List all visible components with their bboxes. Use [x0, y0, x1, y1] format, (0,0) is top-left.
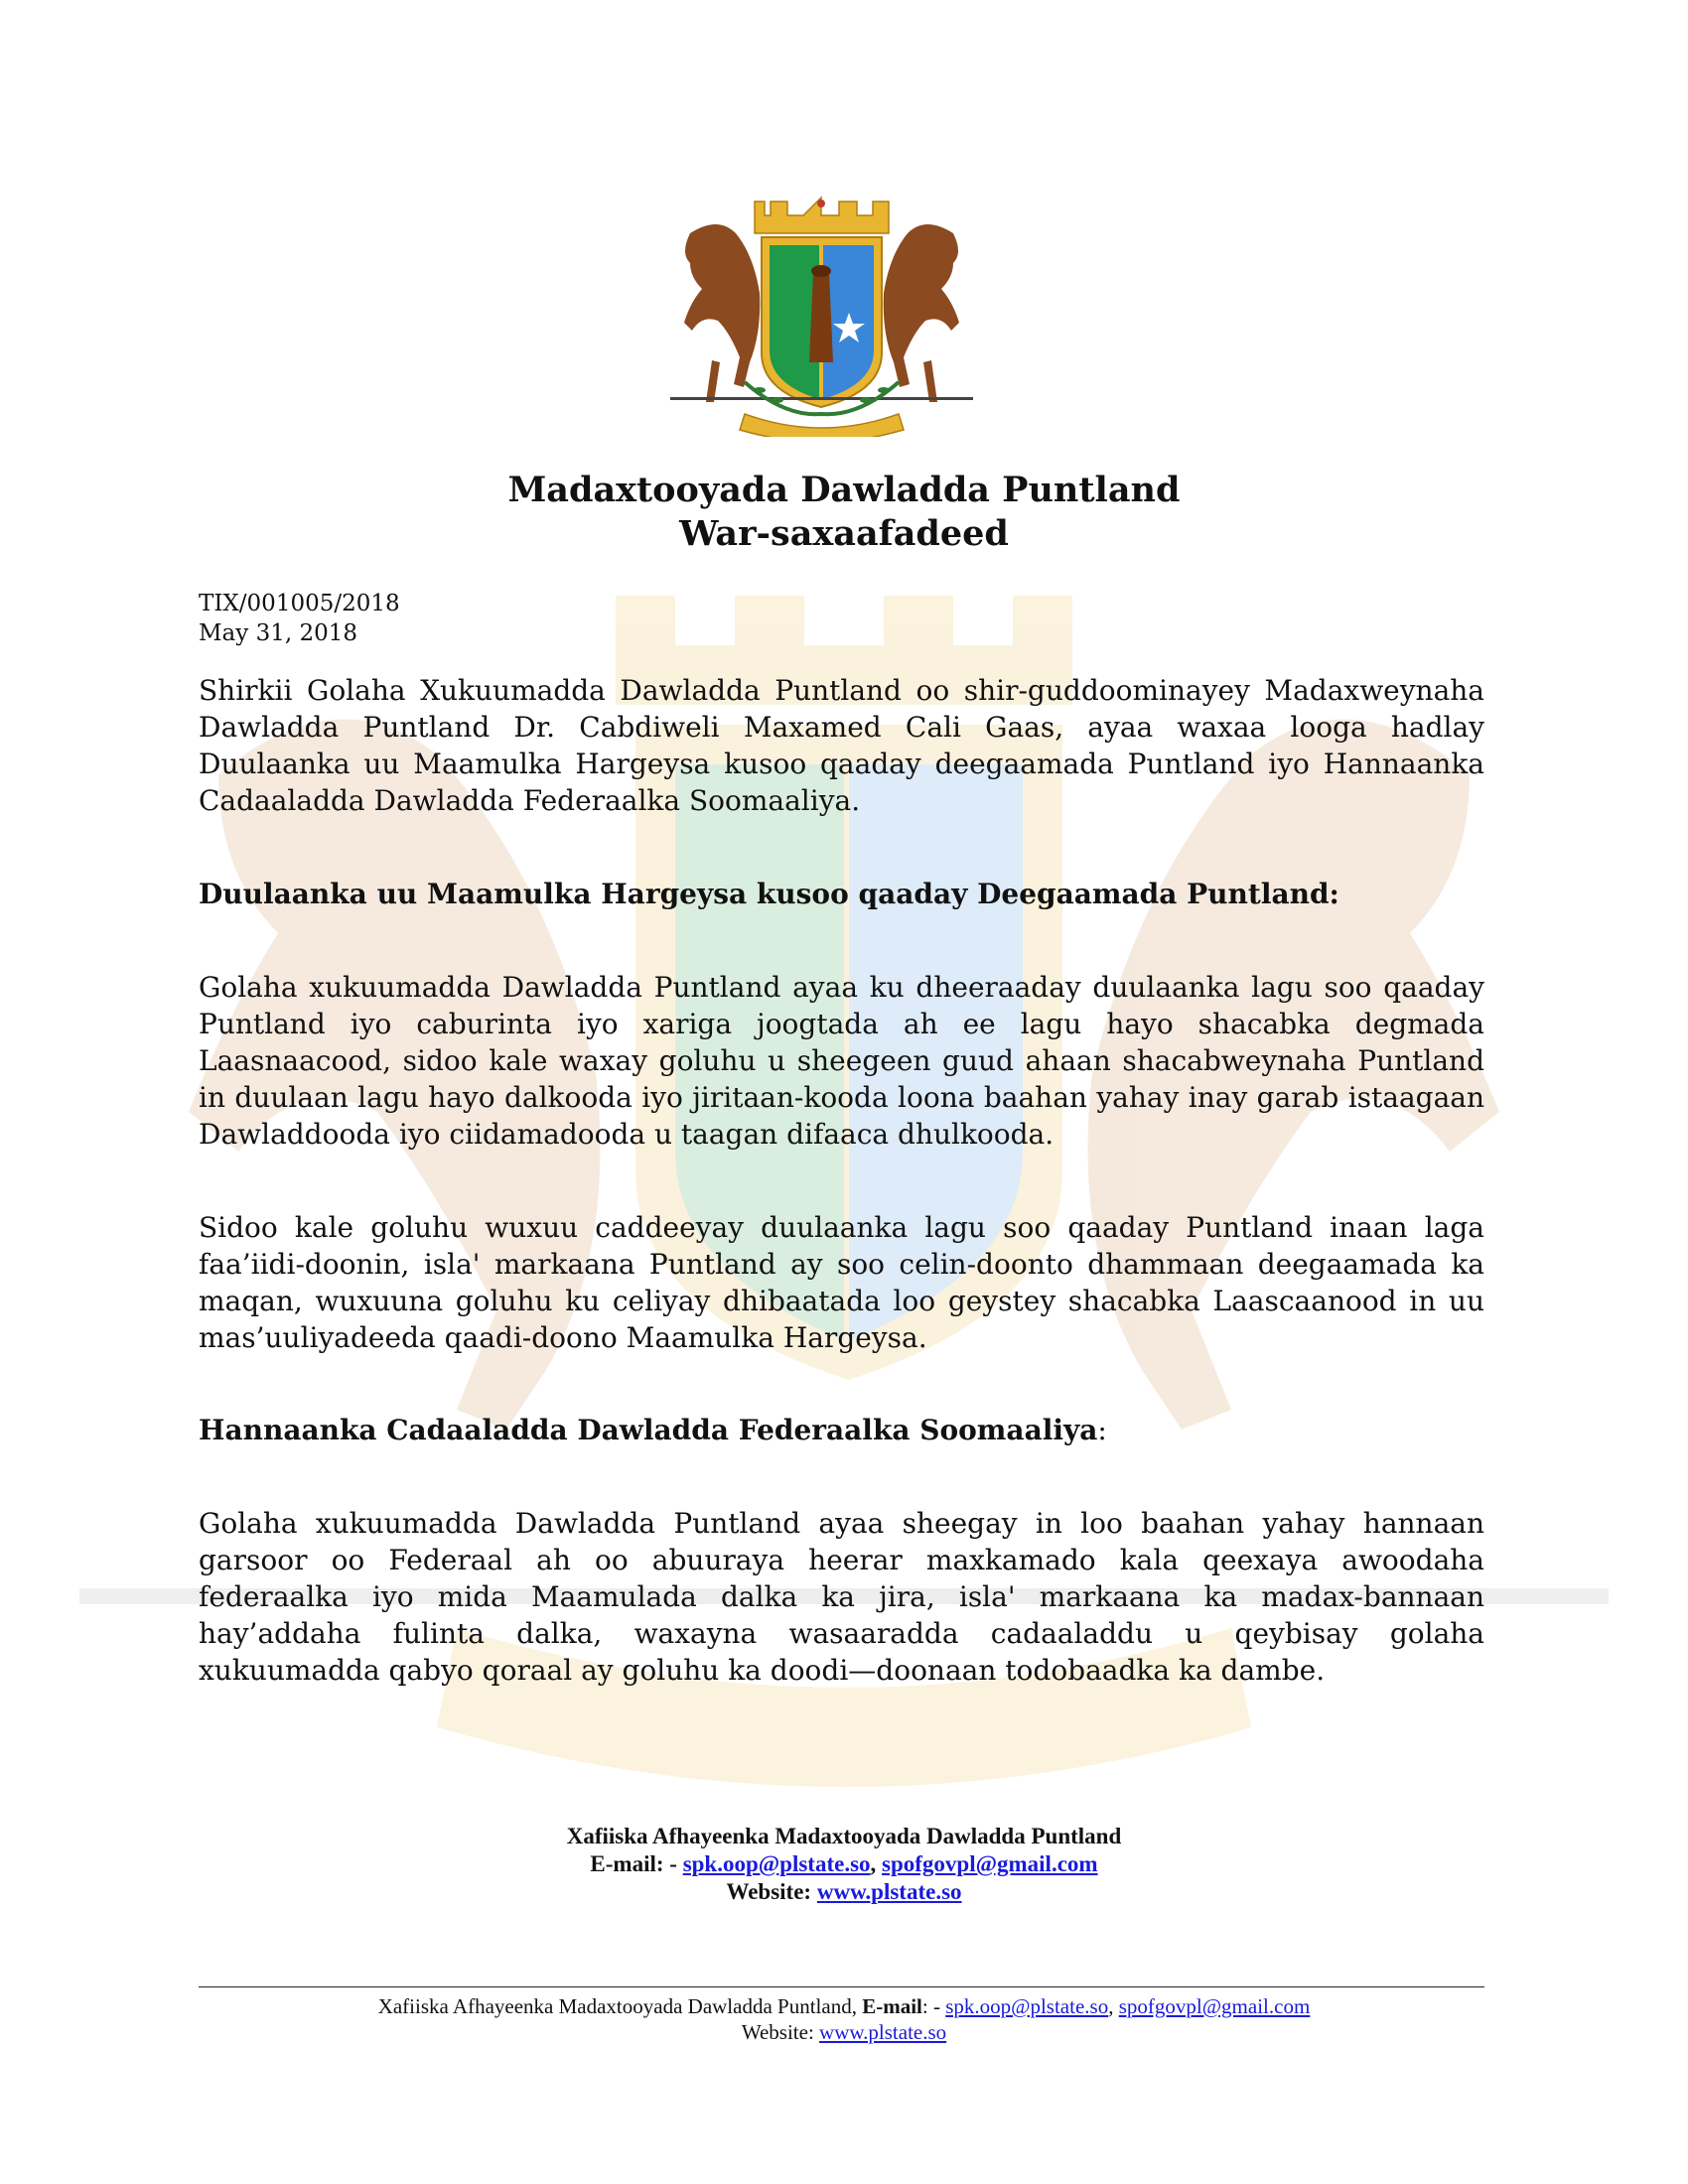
section2-heading — [199, 1412, 1484, 1448]
left-horse-icon — [684, 224, 760, 387]
footer-divider — [199, 1986, 1484, 1987]
footer-email-link-2[interactable]: spofgovpl@gmail.com — [1118, 1994, 1311, 2018]
intro-paragraph: Shirkii Golaha Xukuumadda Dawladda Puntland oo shir-guddoominayey Madaxweynaha Dawladda Puntland Dr. Cabdiweli Maxamed Cali Gaas, ayaa waxaa looga hadlay Duulaanka uu Maamulka Hargeysa kusoo qaaday deegaamada Puntland iyo Hannaanka Cadaaladda Dawladda Federaalka Soomaaliya. — [199, 674, 1484, 817]
page-title: Madaxtooyada Dawladda Puntland — [507, 470, 1181, 510]
section1-paragraph-2: Sidoo kale goluhu wuxuu caddeeyay duulaanka lagu soo qaaday Puntland inaan laga faa’iidi-doonin, isla' markaana Puntland ay soo celin-doonto dhammaan deegaamada ka maqan, wuxuuna goluhu ku celiyay dhibaatada loo geystey shacabka Laascaanood in uu mas’uuliyadeeda qaadi-doono Maamulka Hargeysa. — [199, 1211, 1484, 1354]
document-date: May 31, 2018 — [199, 620, 357, 646]
section2-paragraph: Golaha xukuumadda Dawladda Puntland ayaa sheegay in loo baahan yahay hannaan garsoor oo Federaal ah oo abuuraya heerar maxkamado kala qeexaya awoodaha federaalka iyo mida Maamulada dalka ka jira, isla' markaana ka madax-bannaan hay’addaha fulinta dalka, waxayna wasaaradda cadaaladdu u qeybisay golaha xukuumadda qabyo qoraal ay goluhu ka doodi—doonaan todobaadka ka dambe. — [199, 1507, 1484, 1687]
section2-heading-text: Hannaanka Cadaaladda Dawladda Federaalka Soomaaliya — [199, 1414, 1098, 1446]
footer-office: Xafiiska Afhayeenka Madaxtooyada Dawladda Puntland, — [377, 1994, 857, 2018]
footer-email-label: E-mail — [862, 1994, 922, 2018]
footer-email-sep: : - — [921, 1994, 940, 2018]
section2-heading-colon: : — [1097, 1414, 1107, 1446]
contact-email-link-2[interactable]: spofgovpl@gmail.com — [882, 1851, 1098, 1876]
contact-website-line — [199, 1878, 1489, 1906]
footer-email-link-1[interactable]: spk.oop@plstate.so — [945, 1994, 1109, 2018]
contact-email-line — [199, 1850, 1489, 1878]
contact-website-link[interactable]: www.plstate.so — [816, 1879, 962, 1904]
contact-email-label: E-mail: - — [590, 1851, 677, 1876]
page-subtitle: War-saxaafadeed — [679, 513, 1009, 554]
contact-website-label: Website: — [726, 1879, 812, 1904]
footer-website-line — [199, 2019, 1489, 2045]
contact-office: Xafiiska Afhayeenka Madaxtooyada Dawladda Puntland — [566, 1824, 1122, 1848]
footer-website-link[interactable]: www.plstate.so — [819, 2020, 947, 2044]
footer-website-label: Website: — [741, 2020, 814, 2044]
contact-email-link-1[interactable]: spk.oop@plstate.so — [682, 1851, 871, 1876]
footer-email-separator: , — [1108, 1994, 1114, 2018]
section1-paragraph-1: Golaha xukuumadda Dawladda Puntland ayaa ku dheeraaday duulaanka lagu soo qaaday Puntland iyo caburinta iyo xariga joogtada ah ee lagu hayo shacabka degmada Laasnaacood, sidoo kale waxay goluhu u sheegeen guud ahaan shacabweynaha Puntland in duulaan lagu hayo dalkooda iyo jiritaan-kooda loona baahan yahay inay garab istaagaan Dawladdooda iyo ciidamadooda u taagan difaaca dhulkooda. — [199, 971, 1484, 1151]
ribbon-banner — [740, 414, 904, 437]
footer-contact-line — [199, 1993, 1489, 2019]
puntland-coat-of-arms — [650, 194, 993, 437]
section1-heading: Duulaanka uu Maamulka Hargeysa kusoo qaaday Deegaamada Puntland: — [199, 878, 1339, 910]
reference-number: TIX/001005/2018 — [199, 591, 400, 616]
contact-email-separator: , — [870, 1851, 877, 1876]
right-horse-icon — [884, 224, 959, 387]
